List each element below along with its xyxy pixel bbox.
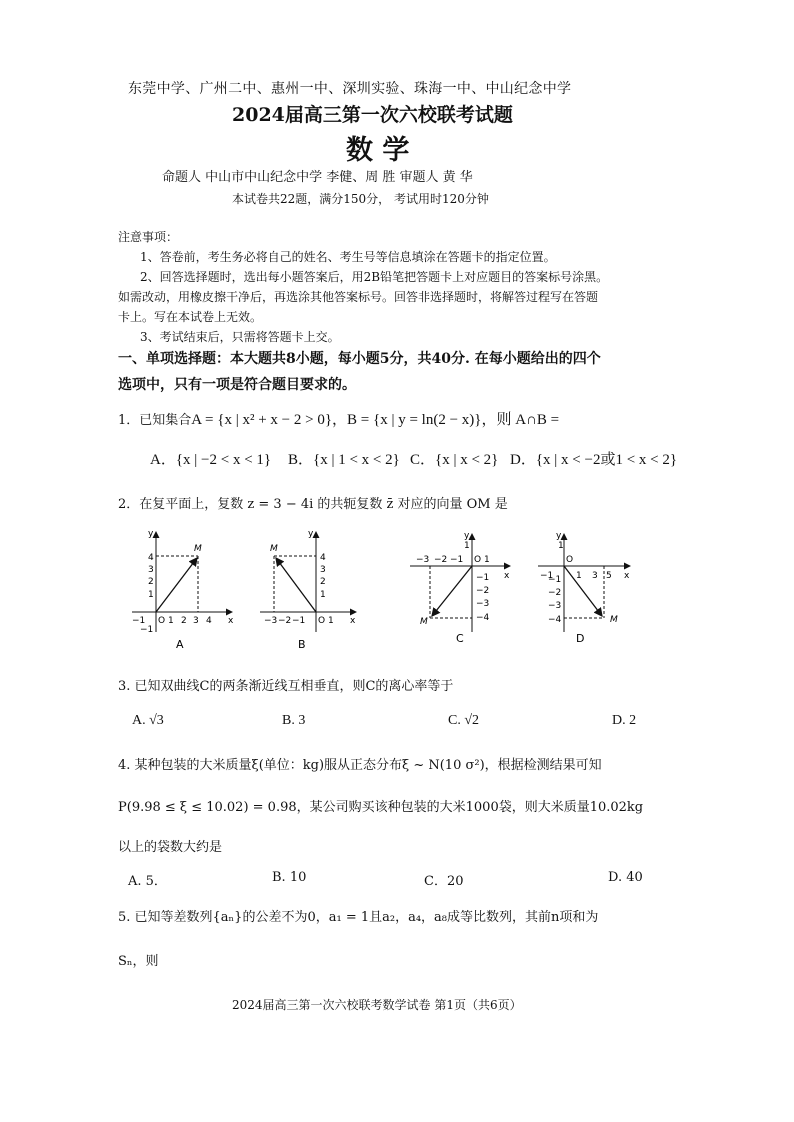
q4-stem-line3: 以上的袋数大约是 [118, 840, 223, 855]
section-heading-cont: 选项中，只有一项是符合题目要求的。 [118, 377, 356, 393]
exam-meta: 本试卷共22题，满分150分， 考试用时120分钟 [232, 192, 489, 206]
q1-set-a: A = {x | x² + x − 2 > 0} [191, 412, 333, 428]
svg-text:3: 3 [193, 616, 199, 626]
diagram-b-label: B [298, 638, 306, 651]
q4-option-c: C．20 [424, 874, 464, 889]
q3-option-a: A. √3 [132, 713, 164, 728]
q3-option-c: C. √2 [448, 713, 480, 728]
svg-text:−3: −3 [264, 616, 278, 626]
svg-text:−2: −2 [548, 588, 562, 598]
svg-text:−1: −1 [292, 616, 306, 626]
q1-option-d: D．{x | x < −2或1 < x < 2} [510, 452, 678, 468]
svg-text:1: 1 [576, 571, 582, 581]
svg-text:O: O [566, 555, 574, 565]
svg-text:−1: −1 [450, 555, 464, 565]
svg-text:−2: −2 [278, 616, 292, 626]
q4-option-d: D. 40 [608, 870, 643, 885]
svg-text:4: 4 [148, 553, 154, 563]
svg-text:4: 4 [320, 553, 326, 563]
q4-stem-line1: 4. 某种包装的大米质量ξ(单位：kg)服从正态分布ξ ~ N(10 σ²)，根据检测结果可知 [118, 758, 602, 773]
svg-text:O: O [474, 555, 482, 565]
school-list: 东莞中学、广州二中、惠州一中、深圳实验、珠海一中、中山纪念中学 [128, 81, 572, 97]
svg-text:M: M [610, 615, 618, 625]
svg-text:−1: −1 [132, 616, 146, 626]
q4-stem-line2: P(9.98 ≤ ξ ≤ 10.02) = 0.98，某公司购买该种包装的大米1000袋，则大米质量10.02kg [118, 800, 644, 815]
svg-text:−4: −4 [548, 615, 562, 625]
svg-text:5: 5 [606, 571, 612, 581]
q1-set-b: ，B = {x | y = ln(2 − x)} [332, 412, 482, 428]
authors-line: 命题人 中山市中山纪念中学 李健、周 胜 审题人 黄 华 [162, 170, 473, 185]
page-footer: 2024届高三第一次六校联考数学试卷 第1页（共6页） [232, 998, 522, 1012]
notice-item-2-end: 卡上。写在本试卷上无效。 [118, 310, 263, 324]
svg-text:−4: −4 [476, 613, 490, 623]
q5-stem-line1: 5. 已知等差数列{aₙ}的公差不为0，a₁ = 1且a₂，a₄，a₈成等比数列，其前n项和为 [118, 910, 599, 925]
q1-option-c: C．{x | x < 2} [410, 452, 499, 468]
svg-text:x: x [350, 616, 356, 626]
svg-text:−1: −1 [140, 625, 154, 635]
q1-option-b: B．{x | 1 < x < 2} [288, 452, 400, 468]
svg-text:−3: −3 [476, 599, 490, 609]
notice-item-1: 1、答卷前，考生务必将自己的姓名、考生号等信息填涂在答题卡的指定位置。 [140, 250, 556, 264]
svg-text:−1: −1 [540, 571, 554, 581]
svg-text:1: 1 [328, 616, 334, 626]
svg-text:O: O [158, 616, 166, 626]
svg-text:1: 1 [558, 541, 564, 551]
svg-text:−3: −3 [416, 555, 430, 565]
q4-option-b: B. 10 [272, 870, 307, 885]
svg-text:3: 3 [592, 571, 598, 581]
q3-option-d: D. 2 [612, 713, 637, 728]
section-heading: 一、单项选择题：本大题共8小题，每小题5分，共40分. 在每小题给出的四个 [118, 351, 601, 367]
q1-ask: ，则 A∩B = [481, 412, 560, 428]
q2-vector-diagrams [120, 520, 700, 655]
svg-text:2: 2 [181, 616, 187, 626]
q1-option-a: A．{x | −2 < x < 1} [150, 452, 272, 468]
diagram-d-label: D [576, 632, 585, 645]
svg-text:3: 3 [320, 565, 326, 575]
exam-title: 2024届高三第一次六校联考试题 [232, 104, 513, 126]
q1-stem [118, 408, 559, 429]
svg-text:−3: −3 [548, 601, 562, 611]
svg-text:1: 1 [168, 616, 174, 626]
diagram-d [538, 531, 630, 645]
svg-text:2: 2 [148, 577, 154, 587]
svg-text:3: 3 [148, 565, 154, 575]
svg-text:M: M [194, 544, 202, 554]
q2-stem: 2．在复平面上，复数 z = 3 − 4i 的共轭复数 z̄ 对应的向量 OM 是 [118, 497, 508, 512]
notice-item-2-cont: 如需改动，用橡皮擦干净后，再选涂其他答案标号。回答非选择题时，将解答过程写在答题 [118, 290, 599, 304]
svg-text:4: 4 [206, 616, 212, 626]
subject-title: 数 学 [346, 135, 410, 166]
svg-text:y: y [308, 529, 314, 539]
diagram-c-label: C [456, 632, 464, 645]
q4-option-a: A. 5． [128, 874, 167, 889]
svg-text:−2: −2 [434, 555, 448, 565]
notice-title: 注意事项： [118, 230, 179, 244]
svg-text:1: 1 [484, 555, 490, 565]
svg-text:1: 1 [320, 590, 326, 600]
q3-option-b: B. 3 [282, 713, 306, 728]
notice-item-2: 2、回答选择题时，选出每小题答案后，用2B铅笔把答题卡上对应题目的答案标号涂黑。 [140, 270, 609, 284]
diagram-b [260, 529, 356, 651]
q1-number: 1．已知集合 [118, 413, 192, 428]
q5-stem-line2: Sₙ，则 [118, 954, 159, 969]
svg-text:1: 1 [148, 590, 154, 600]
svg-text:1: 1 [464, 541, 470, 551]
q3-stem: 3. 已知双曲线C的两条渐近线互相垂直，则C的离心率等于 [118, 679, 454, 694]
svg-text:x: x [228, 616, 234, 626]
svg-text:M: M [270, 544, 278, 554]
svg-text:x: x [624, 571, 630, 581]
svg-text:y: y [464, 531, 470, 541]
svg-text:y: y [556, 531, 562, 541]
svg-text:x: x [504, 571, 510, 581]
svg-text:−1: −1 [548, 575, 562, 585]
notice-item-3: 3、考试结束后，只需将答题卡上交。 [140, 330, 340, 344]
svg-text:−2: −2 [476, 586, 490, 596]
diagram-c [410, 531, 510, 645]
svg-text:−1: −1 [476, 573, 490, 583]
svg-text:M: M [420, 617, 428, 627]
svg-text:y: y [148, 529, 154, 539]
svg-text:O: O [318, 616, 326, 626]
svg-text:2: 2 [320, 577, 326, 587]
diagram-a [132, 529, 234, 651]
diagram-a-label: A [176, 638, 184, 651]
